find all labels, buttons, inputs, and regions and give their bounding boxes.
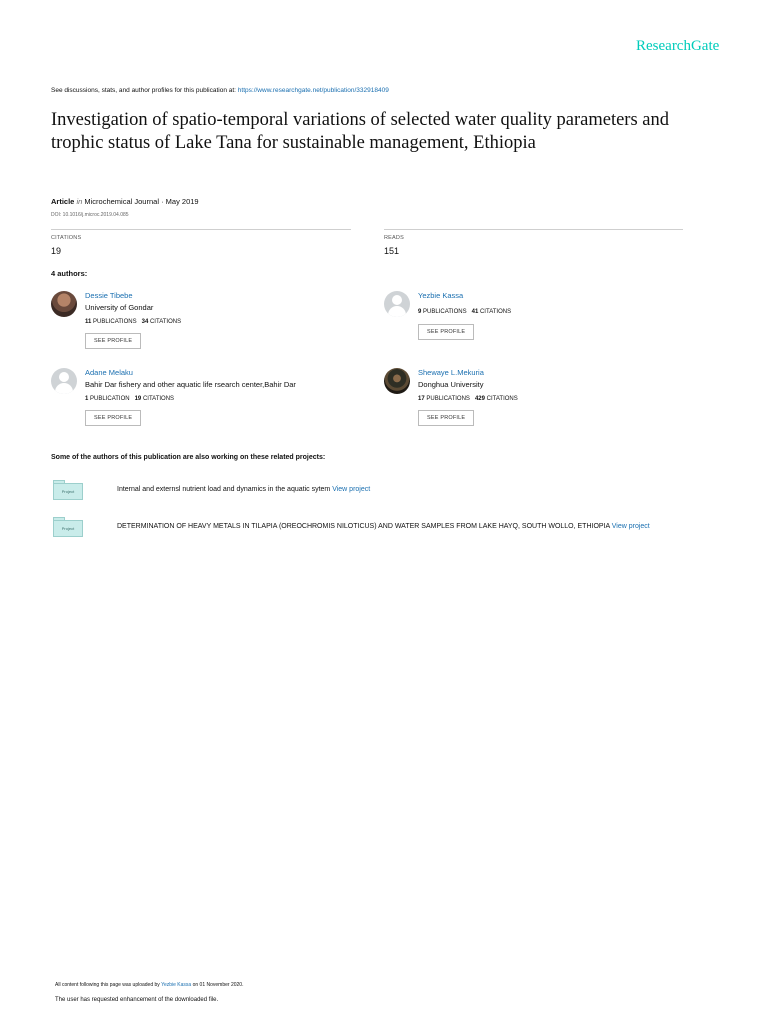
see-profile-button[interactable]: SEE PROFILE	[85, 410, 141, 426]
author-pubs-label: PUBLICATIONS	[93, 319, 137, 325]
author-name-link[interactable]: Shewaye L.Mekuria	[418, 368, 484, 377]
author-pubs-label: PUBLICATIONS	[423, 309, 467, 315]
researchgate-logo: ResearchGate	[636, 38, 720, 54]
author-card	[384, 291, 704, 361]
author-stats	[418, 309, 511, 315]
see-profile-button[interactable]: SEE PROFILE	[418, 324, 474, 340]
author-institution: Donghua University	[418, 380, 484, 389]
view-project-link[interactable]: View project	[611, 523, 650, 530]
article-type: Article	[51, 197, 75, 206]
journal-name: Microchemical Journal	[84, 197, 159, 206]
author-pubs-label: PUBLICATIONS	[426, 396, 470, 402]
view-project-link[interactable]: View project	[332, 486, 371, 493]
project-icon-label: Project	[61, 526, 75, 531]
project-item	[53, 480, 753, 502]
author-stats	[85, 396, 174, 402]
author-pubs-count: 11	[85, 319, 92, 325]
project-title: Internal and externsl nutrient load and dynamics in the aquatic sytem	[117, 486, 333, 493]
author-stats	[418, 396, 518, 402]
author-cites-count: 429	[474, 396, 485, 402]
article-title: Investigation of spatio-temporal variations of selected water quality parameters and trophic status of Lake Tana for sustainable management, Ethiopia	[51, 110, 669, 153]
uploader-link[interactable]: Yezbie Kassa	[161, 982, 192, 988]
project-title: DETERMINATION OF HEAVY METALS IN TILAPIA (OREOCHROMIS NILOTICUS) AND WATER SAMPLES FROM LAKE HAYQ, SOUTH WOLLO, ETHIOPIA	[117, 523, 612, 530]
doi: DOI: 10.1016/j.microc.2019.04.085	[51, 212, 129, 218]
upload-prefix: All content following this page was uploaded by	[55, 982, 162, 988]
authors-heading: 4 authors:	[51, 269, 88, 278]
upload-suffix: on 01 November 2020.	[191, 982, 244, 988]
meta-separator: ·	[158, 197, 166, 206]
author-avatar[interactable]	[384, 368, 410, 394]
default-avatar-icon[interactable]	[384, 291, 410, 317]
discussion-line	[51, 87, 389, 94]
see-profile-button[interactable]: SEE PROFILE	[418, 410, 474, 426]
author-pubs-count: 1	[85, 396, 89, 402]
author-institution: University of Gondar	[85, 303, 154, 312]
author-cites-label: CITATIONS	[149, 319, 182, 325]
author-avatar[interactable]	[51, 291, 77, 317]
meta-in: in	[76, 197, 83, 206]
author-name-link[interactable]: Adane Melaku	[85, 368, 133, 377]
author-cites-count: 19	[134, 396, 142, 402]
author-pubs-count: 17	[418, 396, 425, 402]
project-description	[117, 486, 370, 493]
author-cites-count: 34	[141, 319, 149, 325]
enhancement-note: The user has requested enhancement of the downloaded file.	[55, 997, 219, 1003]
discussion-prefix: See discussions, stats, and author profiles for this publication at:	[51, 87, 238, 94]
related-projects-heading: Some of the authors of this publication are also working on these related projects:	[51, 454, 326, 461]
reads-count: 151	[384, 246, 400, 256]
author-card	[384, 368, 704, 438]
author-name-link[interactable]: Yezbie Kassa	[418, 291, 464, 300]
citations-divider	[51, 229, 351, 230]
author-institution: Bahir Dar fishery and other aquatic life rsearch center,Bahir Dar	[85, 380, 296, 389]
reads-divider	[384, 229, 683, 230]
project-folder-icon[interactable]	[53, 480, 83, 500]
article-meta	[51, 197, 199, 206]
project-folder-icon[interactable]	[53, 517, 83, 537]
author-stats	[85, 319, 181, 325]
author-cites-label: CITATIONS	[486, 396, 518, 402]
author-name-link[interactable]: Dessie Tibebe	[85, 291, 133, 300]
reads-label: READS	[384, 235, 404, 241]
author-cites-count: 41	[471, 309, 479, 315]
default-avatar-icon[interactable]	[51, 368, 77, 394]
author-pubs-count: 9	[418, 309, 422, 315]
publication-date: May 2019	[165, 197, 199, 206]
author-card	[51, 368, 371, 438]
citations-count: 19	[51, 246, 62, 256]
author-card	[51, 291, 371, 361]
upload-note	[55, 982, 243, 988]
citations-label: CITATIONS	[51, 235, 82, 241]
project-icon-label: Project	[61, 489, 75, 494]
project-description	[117, 523, 650, 530]
author-cites-label: CITATIONS	[479, 309, 512, 315]
author-pubs-label: PUBLICATION	[90, 396, 130, 402]
publication-url-link[interactable]: https://www.researchgate.net/publication/332918409	[237, 87, 389, 94]
project-item	[53, 517, 753, 539]
see-profile-button[interactable]: SEE PROFILE	[85, 333, 141, 349]
author-cites-label: CITATIONS	[142, 396, 175, 402]
